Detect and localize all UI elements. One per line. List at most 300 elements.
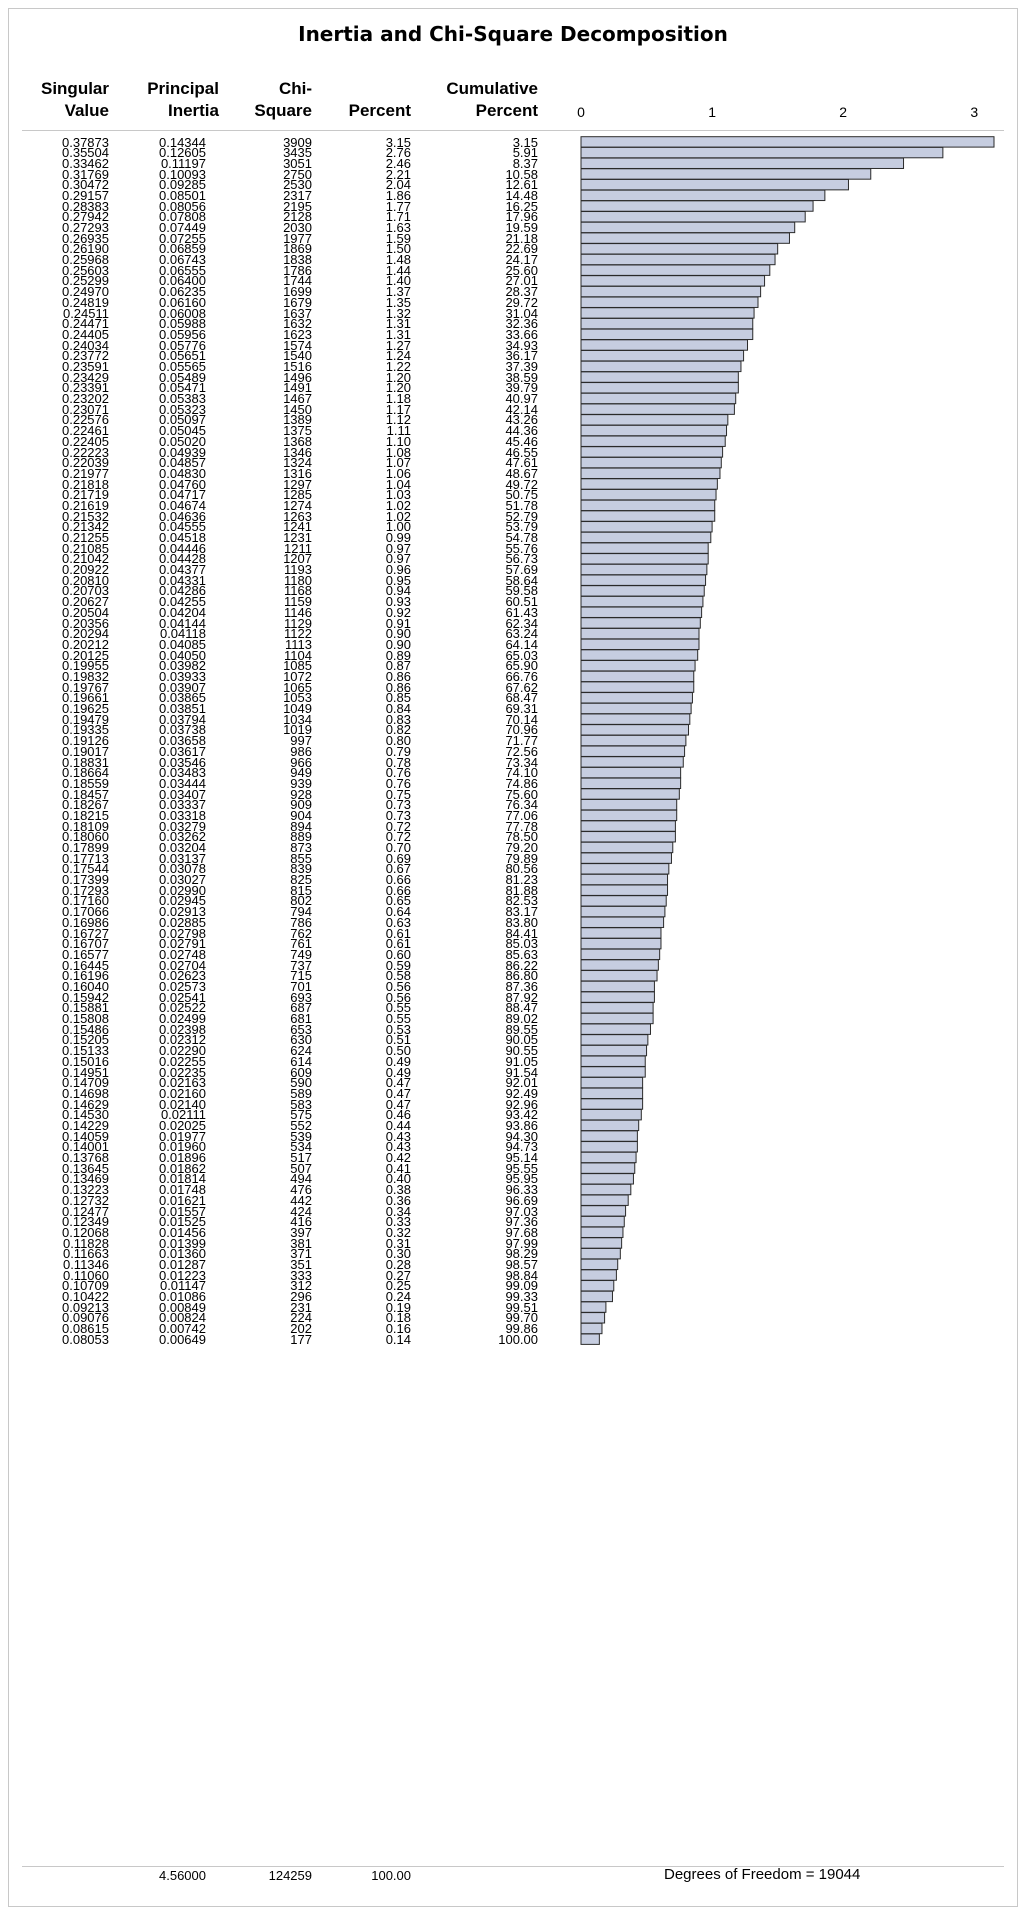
header-chisq-line2: Square <box>254 101 312 120</box>
cumulative-percent-cell: 72.56 <box>505 743 538 759</box>
percent-bar <box>581 532 711 542</box>
percent-bar <box>581 308 754 318</box>
percent-cell: 0.66 <box>385 882 411 898</box>
chi-square-cell: 1049 <box>283 701 312 717</box>
singular-value-cell: 0.17899 <box>62 840 109 856</box>
cumulative-percent-cell: 31.04 <box>505 305 538 321</box>
percent-cell: 0.96 <box>385 562 411 578</box>
percent-cell: 0.90 <box>385 626 411 642</box>
percent-bar <box>581 725 689 735</box>
chi-square-cell: 986 <box>290 743 312 759</box>
percent-cell: 0.31 <box>385 1235 411 1251</box>
chi-square-cell: 534 <box>290 1139 312 1155</box>
principal-inertia-cell: 0.02704 <box>159 957 206 973</box>
singular-value-cell: 0.22405 <box>62 433 109 449</box>
percent-cell: 0.97 <box>385 551 411 567</box>
singular-value-cell: 0.28383 <box>62 198 109 214</box>
cumulative-percent-cell: 79.20 <box>505 840 538 856</box>
principal-inertia-cell: 0.06859 <box>159 241 206 257</box>
percent-bar <box>581 949 660 959</box>
cumulative-percent-cell: 38.59 <box>505 369 538 385</box>
chi-square-cell: 624 <box>290 1043 312 1059</box>
percent-bar <box>581 1003 653 1013</box>
percent-bar <box>581 254 775 264</box>
chi-square-cell: 928 <box>290 786 312 802</box>
singular-value-cell: 0.24405 <box>62 326 109 342</box>
chi-square-cell: 1346 <box>283 444 312 460</box>
cumulative-percent-cell: 85.63 <box>505 946 538 962</box>
chi-square-cell: 1207 <box>283 551 312 567</box>
chi-square-cell: 583 <box>290 1096 312 1112</box>
percent-cell: 0.55 <box>385 1011 411 1027</box>
principal-inertia-cell: 0.05471 <box>159 380 206 396</box>
chi-square-cell: 1065 <box>283 679 312 695</box>
chi-square-cell: 1285 <box>283 487 312 503</box>
percent-bar <box>581 212 805 222</box>
principal-inertia-cell: 0.04636 <box>159 508 206 524</box>
header-cumulative-line2: Percent <box>475 101 538 120</box>
chi-square-cell: 1019 <box>283 722 312 738</box>
cumulative-percent-cell: 93.42 <box>505 1107 538 1123</box>
percent-cell: 0.72 <box>385 829 411 845</box>
principal-inertia-cell: 0.01748 <box>159 1182 206 1198</box>
percent-bar <box>581 222 795 232</box>
header-cumulative-line1: Cumulative <box>446 79 538 98</box>
principal-inertia-cell: 0.04050 <box>159 647 206 663</box>
singular-value-cell: 0.14951 <box>62 1064 109 1080</box>
principal-inertia-cell: 0.05323 <box>159 401 206 417</box>
percent-cell: 1.06 <box>385 465 411 481</box>
principal-inertia-cell: 0.03865 <box>159 690 206 706</box>
singular-value-cell: 0.20212 <box>62 636 109 652</box>
chi-square-cell: 1297 <box>283 476 312 492</box>
singular-value-cell: 0.20922 <box>62 562 109 578</box>
cumulative-percent-cell: 88.47 <box>505 1000 538 1016</box>
singular-value-cell: 0.11060 <box>62 1267 109 1283</box>
percent-cell: 2.76 <box>385 145 411 161</box>
cumulative-percent-cell: 97.36 <box>505 1214 538 1230</box>
percent-bar <box>581 1131 637 1141</box>
singular-value-cell: 0.12477 <box>62 1203 109 1219</box>
percent-bar <box>581 244 778 254</box>
singular-value-cell: 0.21532 <box>62 508 109 524</box>
percent-bar <box>581 1313 605 1323</box>
percent-bar <box>581 500 715 510</box>
bar-axis-tick-label: 0 <box>577 104 585 120</box>
chi-square-cell: 889 <box>290 829 312 845</box>
percent-cell: 1.77 <box>385 198 411 214</box>
percent-cell: 0.28 <box>385 1256 411 1272</box>
singular-value-cell: 0.15881 <box>62 1000 109 1016</box>
percent-bar <box>581 874 668 884</box>
cumulative-percent-cell: 58.64 <box>505 572 538 588</box>
singular-value-cell: 0.22223 <box>62 444 109 460</box>
percent-bar <box>581 586 704 596</box>
cumulative-percent-cell: 96.69 <box>505 1192 538 1208</box>
singular-value-cell: 0.16707 <box>62 936 109 952</box>
principal-inertia-cell: 0.02798 <box>159 925 206 941</box>
principal-inertia-cell: 0.06160 <box>159 294 206 310</box>
principal-inertia-cell: 0.03658 <box>159 733 206 749</box>
percent-cell: 0.84 <box>385 701 411 717</box>
cumulative-percent-cell: 89.02 <box>505 1011 538 1027</box>
percent-bar <box>581 735 686 745</box>
singular-value-cell: 0.15205 <box>62 1032 109 1048</box>
singular-value-cell: 0.18559 <box>62 775 109 791</box>
percent-bar <box>581 1035 648 1045</box>
chi-square-cell: 1540 <box>283 348 312 364</box>
chi-square-cell: 589 <box>290 1085 312 1101</box>
chi-square-cell: 609 <box>290 1064 312 1080</box>
principal-inertia-cell: 0.04857 <box>159 455 206 471</box>
principal-inertia-cell: 0.01525 <box>159 1214 206 1230</box>
cumulative-percent-cell: 64.14 <box>505 636 538 652</box>
principal-inertia-cell: 0.03907 <box>159 679 206 695</box>
principal-inertia-cell: 0.02140 <box>159 1096 206 1112</box>
principal-inertia-cell: 0.01086 <box>159 1289 206 1305</box>
percent-bar <box>581 885 668 895</box>
percent-bar <box>581 179 848 189</box>
cumulative-percent-cell: 67.62 <box>505 679 538 695</box>
percent-bar <box>581 447 723 457</box>
singular-value-cell: 0.11346 <box>62 1256 109 1272</box>
principal-inertia-cell: 0.04255 <box>159 594 206 610</box>
percent-cell: 0.85 <box>385 690 411 706</box>
cumulative-percent-cell: 89.55 <box>505 1021 538 1037</box>
principal-inertia-cell: 0.00742 <box>159 1321 206 1337</box>
percent-cell: 0.65 <box>385 893 411 909</box>
chi-square-cell: 351 <box>290 1256 312 1272</box>
percent-cell: 0.49 <box>385 1053 411 1069</box>
singular-value-cell: 0.16577 <box>62 946 109 962</box>
header-inertia-line2: Inertia <box>167 101 219 120</box>
singular-value-cell: 0.19126 <box>62 733 109 749</box>
chi-square-cell: 224 <box>290 1310 312 1326</box>
percent-bar <box>581 1152 636 1162</box>
chi-square-cell: 2530 <box>283 177 312 193</box>
cumulative-percent-cell: 47.61 <box>505 455 538 471</box>
principal-inertia-cell: 0.03738 <box>159 722 206 738</box>
percent-cell: 0.59 <box>385 957 411 973</box>
chi-square-cell: 2128 <box>283 209 312 225</box>
chi-square-cell: 1869 <box>283 241 312 257</box>
cumulative-percent-cell: 95.55 <box>505 1160 538 1176</box>
singular-value-cell: 0.14059 <box>62 1128 109 1144</box>
chi-square-cell: 1467 <box>283 391 312 407</box>
percent-bar <box>581 425 727 435</box>
percent-bar <box>581 682 694 692</box>
principal-inertia-cell: 0.06555 <box>159 262 206 278</box>
header-percent: Percent <box>348 101 411 120</box>
principal-inertia-cell: 0.05383 <box>159 391 206 407</box>
cumulative-percent-cell: 70.96 <box>505 722 538 738</box>
percent-cell: 0.60 <box>385 946 411 962</box>
percent-cell: 1.07 <box>385 455 411 471</box>
principal-inertia-cell: 0.03851 <box>159 701 206 717</box>
principal-inertia-cell: 0.04286 <box>159 583 206 599</box>
chi-square-cell: 552 <box>290 1117 312 1133</box>
singular-value-cell: 0.30472 <box>62 177 109 193</box>
principal-inertia-cell: 0.02025 <box>159 1117 206 1133</box>
principal-inertia-cell: 0.03337 <box>159 797 206 813</box>
cumulative-percent-cell: 75.60 <box>505 786 538 802</box>
cumulative-percent-cell: 65.03 <box>505 647 538 663</box>
singular-value-cell: 0.13645 <box>62 1160 109 1176</box>
cumulative-percent-cell: 39.79 <box>505 380 538 396</box>
singular-value-cell: 0.27293 <box>62 220 109 236</box>
singular-value-cell: 0.21342 <box>62 519 109 535</box>
percent-cell: 1.31 <box>385 326 411 342</box>
percent-cell: 0.97 <box>385 540 411 556</box>
percent-bar <box>581 596 703 606</box>
singular-value-cell: 0.21255 <box>62 530 109 546</box>
principal-inertia-cell: 0.03137 <box>159 850 206 866</box>
singular-value-cell: 0.19955 <box>62 658 109 674</box>
percent-cell: 0.55 <box>385 1000 411 1016</box>
singular-value-cell: 0.33462 <box>62 155 109 171</box>
percent-cell: 0.14 <box>385 1331 411 1347</box>
singular-value-cell: 0.19832 <box>62 669 109 684</box>
cumulative-percent-cell: 78.50 <box>505 829 538 845</box>
cumulative-percent-cell: 92.49 <box>505 1085 538 1101</box>
singular-value-cell: 0.26190 <box>62 241 109 257</box>
percent-bar <box>581 564 707 574</box>
chi-square-cell: 855 <box>290 850 312 866</box>
percent-cell: 2.04 <box>385 177 411 193</box>
bar-axis-tick-label: 3 <box>970 104 979 120</box>
cumulative-percent-cell: 74.86 <box>505 775 538 791</box>
cumulative-percent-cell: 90.05 <box>505 1032 538 1048</box>
percent-cell: 1.18 <box>385 391 411 407</box>
cumulative-percent-cell: 56.73 <box>505 551 538 567</box>
percent-bar <box>581 340 748 350</box>
singular-value-cell: 0.20356 <box>62 615 109 631</box>
percent-bar <box>581 233 789 243</box>
cumulative-percent-cell: 43.26 <box>505 412 538 428</box>
percent-bar <box>581 757 683 767</box>
principal-inertia-cell: 0.01814 <box>159 1171 206 1187</box>
percent-bar <box>581 286 761 296</box>
cumulative-percent-cell: 83.80 <box>505 914 538 930</box>
percent-bar <box>581 628 699 638</box>
percent-bar <box>581 1334 599 1344</box>
singular-value-cell: 0.24471 <box>62 316 109 332</box>
percent-cell: 0.94 <box>385 583 411 599</box>
singular-value-cell: 0.17399 <box>62 872 109 888</box>
percent-cell: 1.35 <box>385 294 411 310</box>
percent-bar <box>581 618 700 628</box>
percent-cell: 0.67 <box>385 861 411 877</box>
cumulative-percent-cell: 52.79 <box>505 508 538 524</box>
principal-inertia-cell: 0.01960 <box>159 1139 206 1155</box>
cumulative-percent-cell: 45.46 <box>505 433 538 449</box>
percent-cell: 0.46 <box>385 1107 411 1123</box>
cumulative-percent-cell: 50.75 <box>505 487 538 503</box>
cumulative-percent-cell: 66.76 <box>505 669 538 684</box>
percent-cell: 0.43 <box>385 1139 411 1155</box>
cumulative-percent-cell: 12.61 <box>505 177 538 193</box>
singular-value-cell: 0.14629 <box>62 1096 109 1112</box>
percent-bar <box>581 1259 618 1269</box>
principal-inertia-cell: 0.03204 <box>159 840 206 856</box>
singular-value-cell: 0.16986 <box>62 914 109 930</box>
percent-bar <box>581 329 753 339</box>
cumulative-percent-cell: 44.36 <box>505 423 538 439</box>
percent-cell: 1.40 <box>385 273 411 289</box>
principal-inertia-cell: 0.02913 <box>159 904 206 920</box>
singular-value-cell: 0.20504 <box>62 604 109 620</box>
chi-square-cell: 507 <box>290 1160 312 1176</box>
percent-cell: 1.04 <box>385 476 411 492</box>
singular-value-cell: 0.19767 <box>62 679 109 695</box>
percent-bar <box>581 703 691 713</box>
percent-cell: 0.41 <box>385 1160 411 1176</box>
chi-square-cell: 3051 <box>283 155 312 171</box>
principal-inertia-cell: 0.04939 <box>159 444 206 460</box>
chi-square-cell: 715 <box>290 968 312 984</box>
singular-value-cell: 0.12732 <box>62 1192 109 1208</box>
cumulative-percent-cell: 28.37 <box>505 284 538 300</box>
principal-inertia-cell: 0.02791 <box>159 936 206 952</box>
percent-cell: 1.02 <box>385 497 411 513</box>
chi-square-cell: 416 <box>290 1214 312 1230</box>
percent-bar <box>581 906 665 916</box>
percent-bar <box>581 1216 624 1226</box>
chi-square-cell: 1211 <box>284 540 312 556</box>
cumulative-percent-cell: 97.99 <box>505 1235 538 1251</box>
percent-cell: 0.73 <box>385 807 411 823</box>
singular-value-cell: 0.19335 <box>62 722 109 738</box>
percent-bar <box>581 147 943 157</box>
chi-square-cell: 1263 <box>283 508 312 524</box>
cumulative-percent-cell: 53.79 <box>505 519 538 535</box>
principal-inertia-cell: 0.04518 <box>159 530 206 546</box>
percent-cell: 1.32 <box>385 305 411 321</box>
percent-bar <box>581 137 994 147</box>
bar-axis-tick-label: 2 <box>839 104 848 120</box>
percent-bar <box>581 468 720 478</box>
percent-bar <box>581 1281 614 1291</box>
cumulative-percent-cell: 49.72 <box>505 476 538 492</box>
percent-cell: 0.51 <box>385 1032 411 1048</box>
singular-value-cell: 0.16445 <box>62 957 109 973</box>
percent-bar <box>581 297 758 307</box>
percent-bar <box>581 917 664 927</box>
cumulative-percent-cell: 25.60 <box>505 262 538 278</box>
percent-cell: 0.75 <box>385 786 411 802</box>
singular-value-cell: 0.14709 <box>62 1075 109 1091</box>
cumulative-percent-cell: 87.36 <box>505 979 538 994</box>
chi-square-cell: 904 <box>290 807 312 823</box>
principal-inertia-cell: 0.04204 <box>159 604 206 620</box>
principal-inertia-cell: 0.05651 <box>159 348 206 364</box>
chi-square-cell: 966 <box>290 754 312 770</box>
singular-value-cell: 0.24511 <box>62 305 109 321</box>
percent-cell: 0.43 <box>385 1128 411 1144</box>
percent-bar <box>581 661 695 671</box>
chi-square-cell: 1623 <box>283 326 312 342</box>
chi-square-cell: 1122 <box>284 626 312 642</box>
cumulative-percent-cell: 57.69 <box>505 562 538 578</box>
cumulative-percent-cell: 90.55 <box>505 1043 538 1059</box>
principal-inertia-cell: 0.01621 <box>159 1192 206 1208</box>
percent-bar <box>581 639 699 649</box>
chi-square-cell: 815 <box>290 882 312 898</box>
cumulative-percent-cell: 92.01 <box>505 1075 538 1091</box>
cumulative-percent-cell: 86.22 <box>505 957 538 973</box>
bar-axis-ticks <box>577 104 978 120</box>
singular-value-cell: 0.23391 <box>62 380 109 396</box>
percent-bar <box>581 158 904 168</box>
principal-inertia-cell: 0.01399 <box>159 1235 206 1251</box>
principal-inertia-cell: 0.05956 <box>159 326 206 342</box>
cumulative-percent-cell: 14.48 <box>505 187 538 203</box>
percent-bar <box>581 746 685 756</box>
singular-value-cell: 0.24034 <box>62 337 109 353</box>
chi-square-cell: 786 <box>290 914 312 930</box>
cumulative-percent-cell: 29.72 <box>505 294 538 310</box>
percent-cell: 0.79 <box>385 743 411 759</box>
cumulative-percent-cell: 27.01 <box>505 273 538 289</box>
principal-inertia-cell: 0.03794 <box>159 711 206 727</box>
chi-square-cell: 630 <box>290 1032 312 1048</box>
singular-value-cell: 0.11663 <box>62 1246 109 1262</box>
percent-cell: 1.11 <box>386 423 411 439</box>
chi-square-cell: 873 <box>290 840 312 856</box>
principal-inertia-cell: 0.01862 <box>159 1160 206 1176</box>
singular-value-cell: 0.08615 <box>62 1321 109 1337</box>
cumulative-percent-cell: 97.03 <box>505 1203 538 1219</box>
percent-bar <box>581 810 677 820</box>
percent-cell: 1.17 <box>385 401 411 417</box>
chi-square-cell: 794 <box>290 904 312 920</box>
singular-value-cell: 0.15133 <box>62 1043 109 1059</box>
percent-bar <box>581 992 654 1002</box>
principal-inertia-cell: 0.04446 <box>159 540 206 556</box>
principal-inertia-cell: 0.02945 <box>159 893 206 909</box>
percent-bar <box>581 554 708 564</box>
percent-cell: 0.95 <box>385 572 411 588</box>
header-singular-line1: Singular <box>40 79 109 98</box>
chi-square-cell: 1516 <box>283 358 312 374</box>
percent-cell: 1.22 <box>385 358 411 374</box>
singular-value-cell: 0.15942 <box>62 989 109 1005</box>
principal-inertia-cell: 0.02111 <box>160 1107 206 1123</box>
percent-cell: 1.02 <box>385 508 411 524</box>
singular-value-cell: 0.24970 <box>62 284 109 300</box>
chi-square-cell: 997 <box>290 733 312 749</box>
chi-square-cell: 1159 <box>284 594 312 610</box>
principal-inertia-cell: 0.04144 <box>159 615 206 631</box>
singular-value-cell: 0.18109 <box>62 818 109 834</box>
cumulative-percent-cell: 34.93 <box>505 337 538 353</box>
principal-inertia-cell: 0.03078 <box>159 861 206 877</box>
percent-cell: 2.46 <box>385 155 411 171</box>
singular-value-cell: 0.21619 <box>62 497 109 513</box>
singular-value-cell: 0.18664 <box>62 765 109 781</box>
chi-square-cell: 1838 <box>283 252 312 268</box>
cumulative-percent-cell: 32.36 <box>505 316 538 332</box>
percent-bar <box>581 1323 602 1333</box>
percent-cell: 0.49 <box>385 1064 411 1080</box>
cumulative-percent-cell: 19.59 <box>505 220 538 236</box>
principal-inertia-cell: 0.04118 <box>159 626 206 642</box>
percent-bar <box>581 1184 631 1194</box>
singular-value-cell: 0.23772 <box>62 348 109 364</box>
percent-cell: 1.20 <box>385 369 411 385</box>
degrees-of-freedom: Degrees of Freedom = 19044 <box>664 1866 861 1883</box>
principal-inertia-cell: 0.05776 <box>159 337 206 353</box>
